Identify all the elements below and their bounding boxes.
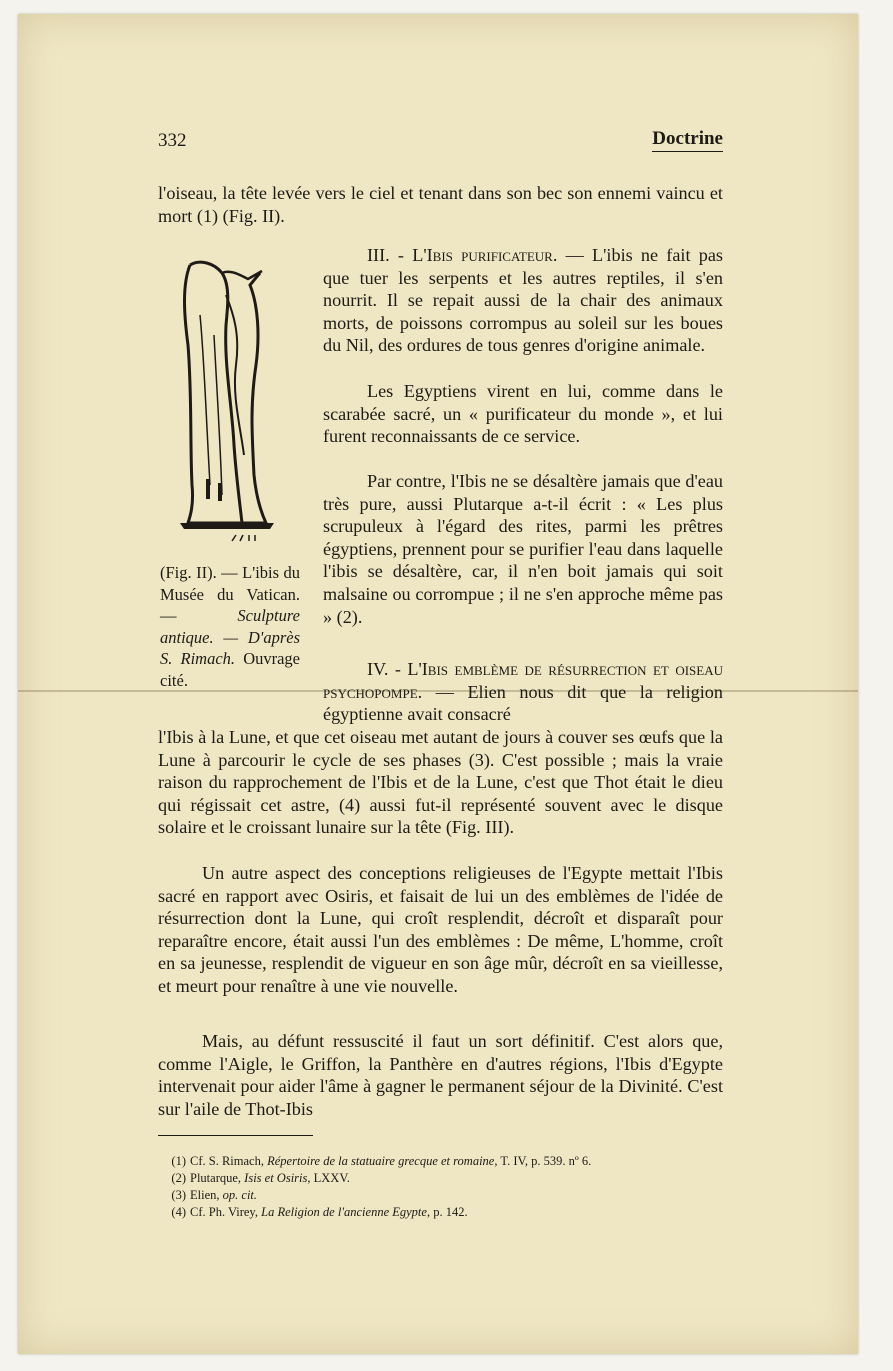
section-3-title: III. - L'Ibis purificateur.	[367, 245, 558, 265]
footnote-1: (1) Cf. S. Rimach, Répertoire de la statuaire grecque et romaine, T. IV, p. 539. nº 6.	[171, 1154, 592, 1168]
figure-caption-label: (Fig. II). —	[160, 563, 238, 582]
section-4-title: IV. - L'Ibis emblème de résurrection et oiseau psychopompe.	[323, 659, 723, 702]
footnote-divider	[158, 1135, 313, 1136]
paragraph-7: Mais, au défunt ressuscité il faut un sort définitif. C'est alors que, comme l'Aigle, le Griffon, la Panthère en d'autres régions, l'Ibis d'Egypte intervenait pour aider l'âme à gagner le permanent séjour de la Divinité. C'est sur l'aile de Thot-Ibis	[158, 1031, 723, 1119]
section-4-paragraph	[323, 658, 723, 726]
figure-caption	[160, 562, 300, 691]
paragraph-1: l'oiseau, la tête levée vers le ciel et tenant dans son bec son ennemi vaincu et mort (1) (Fig. II).	[158, 183, 723, 226]
section-4-text-a: — Elien nous dit que la religion égyptienne avait consacré	[323, 681, 723, 725]
footnote-3: (3) Elien, op. cit.	[171, 1188, 258, 1202]
paragraph-3: Les Egyptiens virent en lui, comme dans le scarabée sacré, un « purificateur du monde », et lui furent reconnaissants de ce service.	[323, 381, 723, 447]
paragraph-4: Par contre, l'Ibis ne se désaltère jamais que d'eau très pure, aussi Plutarque a-t-il écrit : « Les plus scrupuleux à l'égard des rites, parmi les prêtres égyptiens, prennent pour se purifier l'eau dans laquelle l'ibis se désaltère, car, il n'en boit jamais qui soit malsaine ou corrompue ; il ne s'en approche même pas » (2).	[323, 471, 723, 627]
figure-caption-work: Ouvrage cité.	[160, 649, 300, 690]
section-3-text: — L'ibis ne fait pas que tuer les serpents et les autres reptiles, il s'en nourrit. Il se repait aussi de la chair des animaux morts, de poissons corrompus au soleil sur les boues du Nil, des ordures de tous genres d'origine animale.	[323, 245, 724, 356]
footnote-4: (4) Cf. Ph. Virey, La Religion de l'ancienne Egypte, p. 142.	[171, 1205, 468, 1219]
section-4-continuation: l'Ibis à la Lune, et que cet oiseau met autant de jours à couver ses œufs que la Lune à parcourir le cycle de ses phases (3). C'est possible ; mais la vraie raison du rapprochement de l'Ibis et de la Lune, c'est que Thot était le dieu qui régissait cet astre, (4) aussi fut-il représenté souvent avec le disque solaire et le croissant lunaire sur la tête (Fig. III).	[158, 727, 723, 838]
page-number: 332	[158, 130, 187, 151]
section-3-paragraph	[323, 244, 723, 357]
figure-caption-source: Sculpture antique. — D'après S. Rimach.	[160, 606, 300, 668]
footnotes	[158, 1153, 728, 1221]
running-head: Doctrine	[652, 128, 723, 152]
ibis-sculpture-icon	[170, 255, 290, 555]
paragraph-6: Un autre aspect des conceptions religieuses de l'Egypte mettait l'Ibis sacré en rapport avec Osiris, et faisait de lui un des emblèmes de l'idée de résurrection dont la Lune, qui croît resplendit, décroît et disparaît pour reparaître encore, était aussi l'un des emblèmes : De même, L'homme, croît en sa jeunesse, resplendit de vigueur en son âge mûr, décroît en sa vieillesse, et meurt pour renaître à une vie nouvelle.	[158, 863, 723, 996]
figure-caption-text: L'ibis du Musée du Vatican. —	[160, 563, 300, 625]
footnote-2: (2) Plutarque, Isis et Osiris, LXXV.	[171, 1171, 350, 1185]
